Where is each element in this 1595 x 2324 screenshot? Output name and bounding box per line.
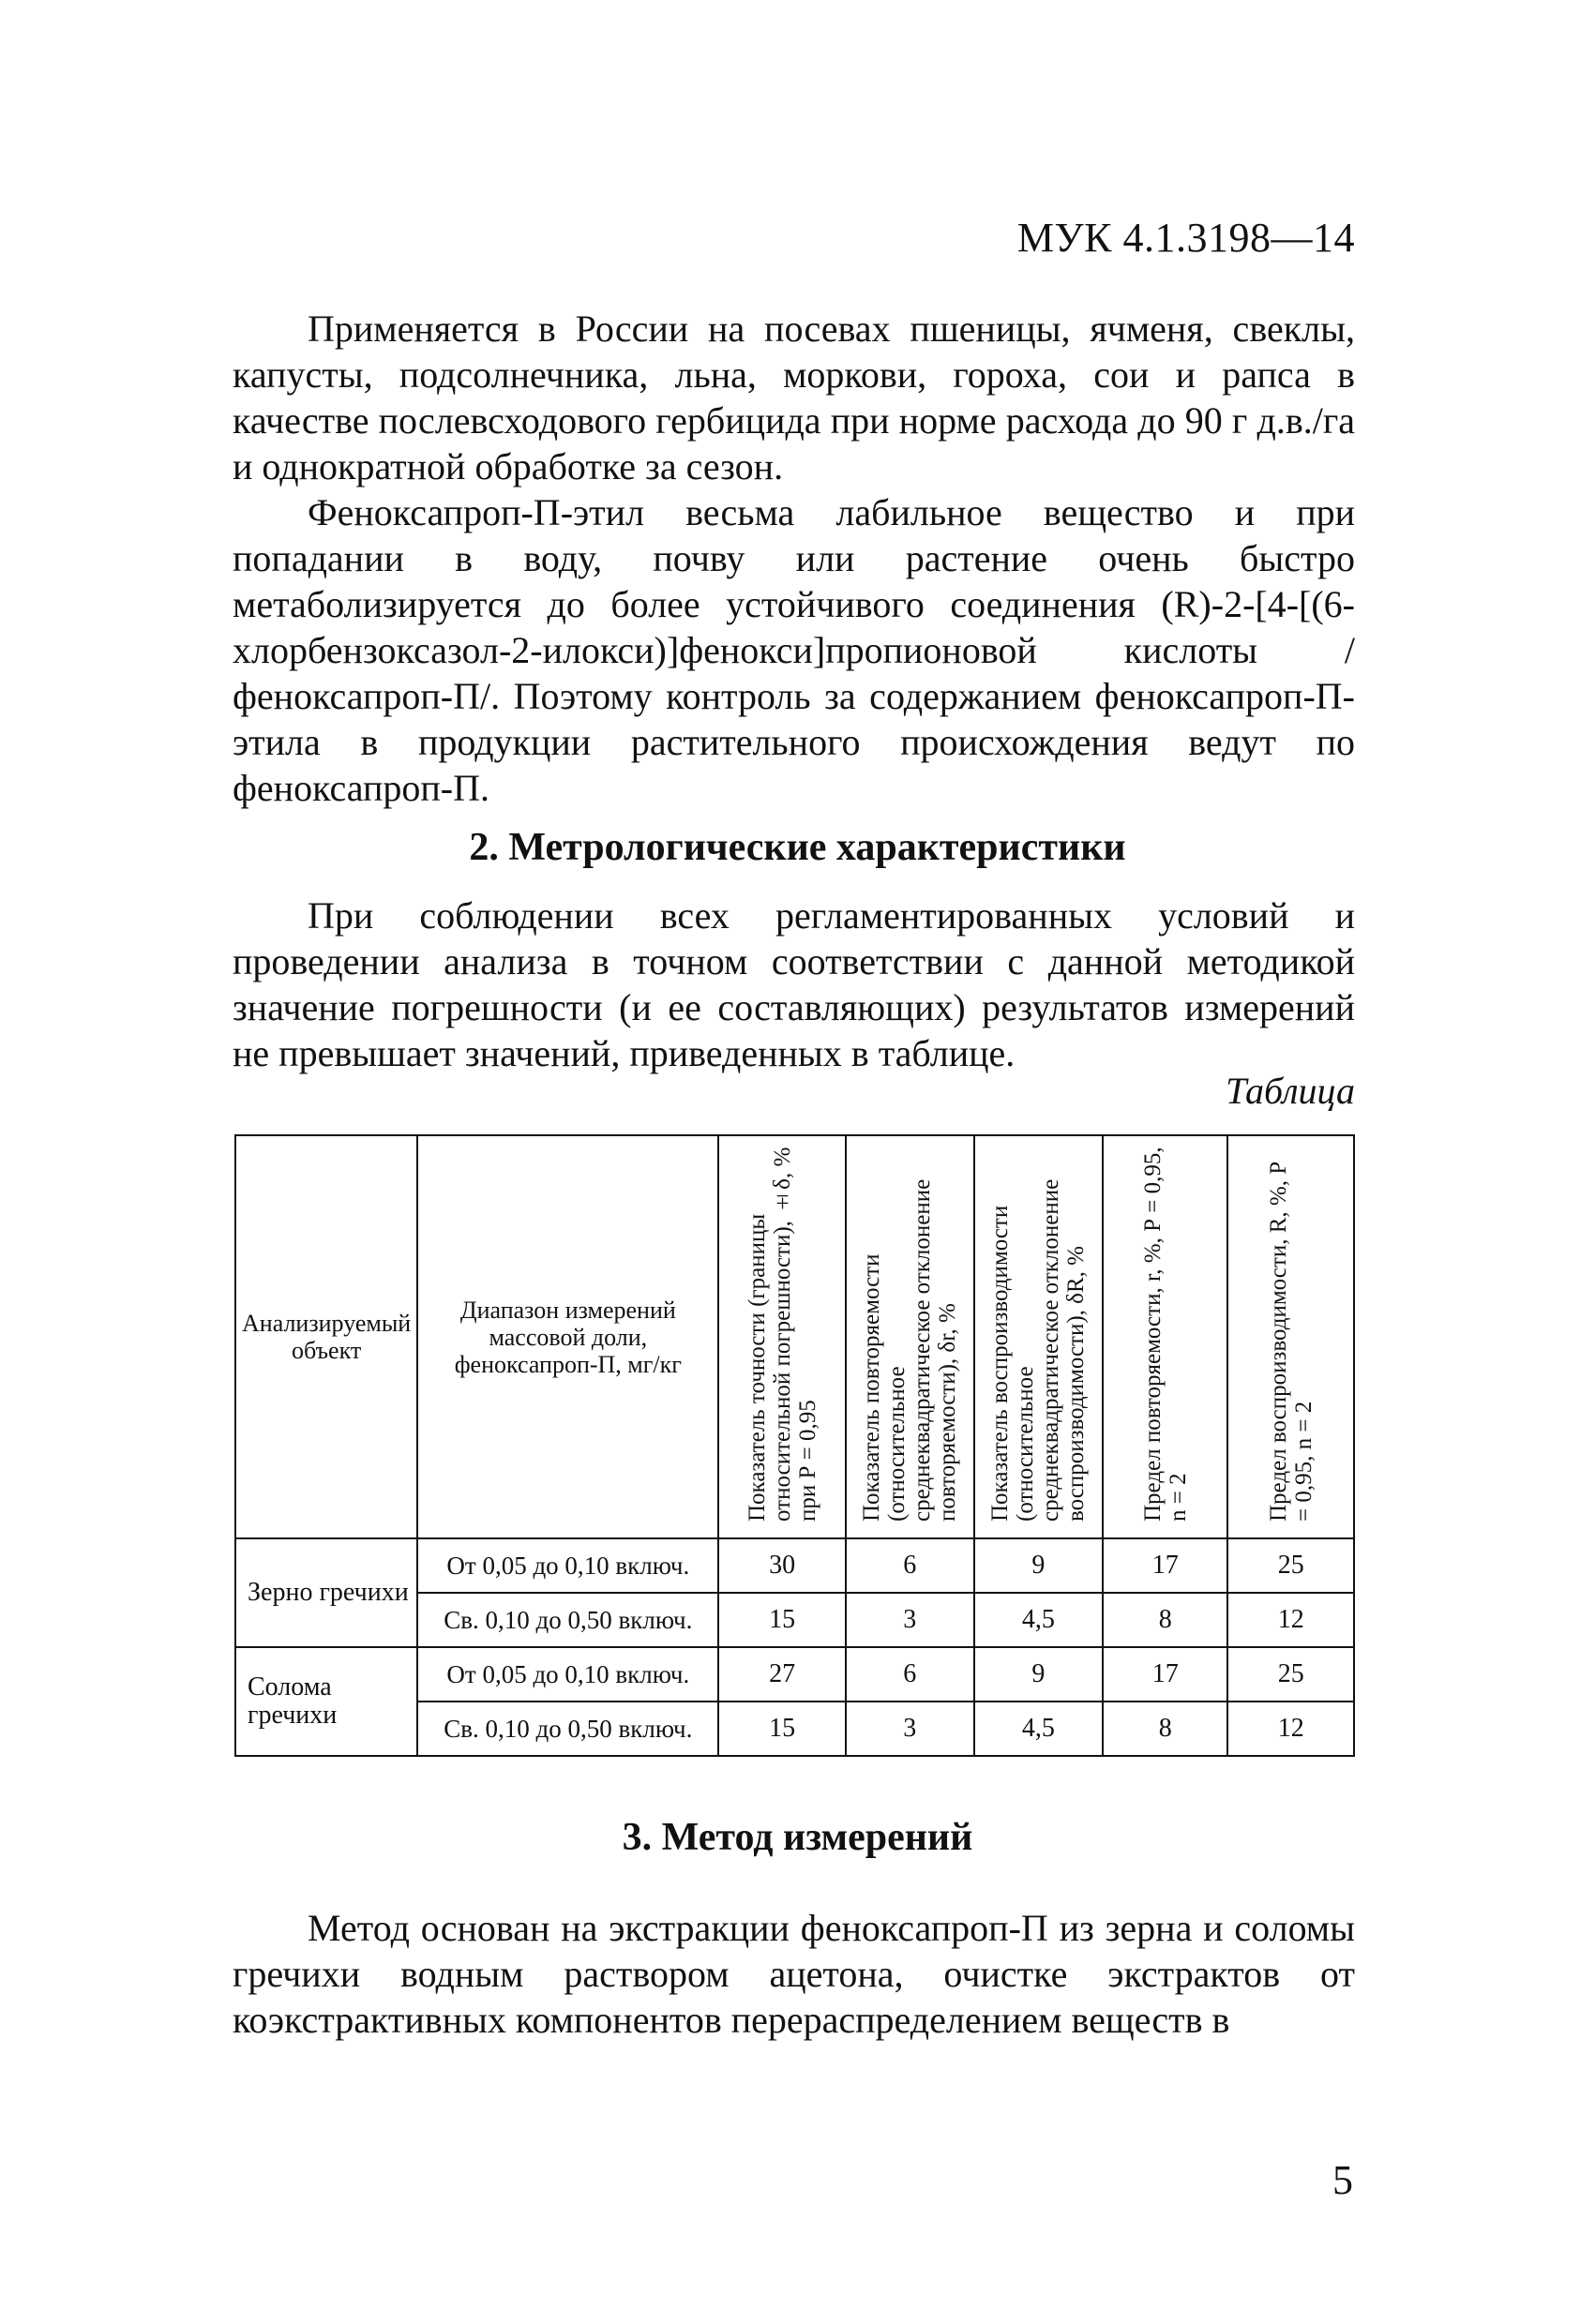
header-repeatability-limit: Предел повторяемости, r, %, Р = 0,95, n = 2 [1103,1135,1228,1538]
value-cell: 3 [846,1702,974,1756]
value-cell: 9 [974,1538,1103,1593]
section-3-heading: 3. Метод измерений [622,1816,973,1859]
value-cell: 25 [1227,1538,1354,1593]
value-cell: 30 [718,1538,845,1593]
section-3-paragraph: Метод основан на экстракции феноксапроп-П из зерна и соломы гречихи водным раствором ацетона, очистке экстрактов от коэкстрактивных компонентов перераспределением веществ в [233,1907,1355,2041]
range-cell: Св. 0,10 до 0,50 включ. [417,1702,718,1756]
header-reproducibility-limit: Предел воспроизводимости, R, %, Р = 0,95, n = 2 [1227,1135,1354,1538]
document-code: МУК 4.1.3198—14 [1016,215,1355,261]
value-cell: 4,5 [974,1593,1103,1647]
value-cell: 25 [1227,1647,1354,1702]
value-cell: 12 [1227,1593,1354,1647]
table-row [235,1538,1354,1593]
value-cell: 15 [718,1593,845,1647]
value-cell: 17 [1103,1538,1228,1593]
range-cell: Св. 0,10 до 0,50 включ. [417,1593,718,1647]
object-cell: Солома гречихи [235,1647,417,1756]
value-cell: 6 [846,1647,974,1702]
header-range: Диапазон измерений массовой доли, феноксапроп-П, мг/кг [417,1135,718,1538]
section-2-paragraph: При соблюдении всех регламентированных условий и проведении анализа в точном соответствии с данной методикой значение погрешности (и ее составляющих) результатов измерений не превышает значений, приведенных в таблице. [233,894,1355,1074]
table-caption: Таблица [1226,1070,1355,1112]
value-cell: 17 [1103,1647,1228,1702]
section-2-heading: 2. Метрологические характеристики [469,826,1126,869]
value-cell: 6 [846,1538,974,1593]
value-cell: 3 [846,1593,974,1647]
page-number: 5 [1332,2157,1353,2203]
value-cell: 8 [1103,1702,1228,1756]
intro-paragraph-2: Феноксапроп-П-этил весьма лабильное вещество и при попадании в воду, почву или растение очень быстро метаболизируется до более устойчивого соединения (R)-2-[4-[(6-хлорбензоксазол-2-илокси)]фенокси]пропионовой кислоты /феноксапроп-П/. Поэтому контроль за содержанием феноксапроп-П-этила в продукции растительного происхождения ведут по феноксапроп-П. [233,491,1355,809]
header-accuracy: Показатель точности (границы относительной погрешности), ±δ, % при Р = 0,95 [718,1135,845,1538]
object-cell: Зерно гречихи [235,1538,417,1647]
table-header-row [235,1135,1354,1538]
range-cell: От 0,05 до 0,10 включ. [417,1538,718,1593]
metrology-table [234,1134,1355,1757]
intro-paragraph-1: Применяется в России на посевах пшеницы, ячменя, свеклы, капусты, подсолнечника, льна, моркови, гороха, сои и рапса в качестве послевсходового гербицида при норме расхода до 90 г д.в./га и однократной обработке за сезон. [233,307,1355,487]
range-cell: От 0,05 до 0,10 включ. [417,1647,718,1702]
value-cell: 12 [1227,1702,1354,1756]
header-object: Анализируемый объект [235,1135,417,1538]
value-cell: 4,5 [974,1702,1103,1756]
value-cell: 8 [1103,1593,1228,1647]
header-reproducibility: Показатель воспроизводимости (относительное среднеквадратическое отклонение воспроизводимости), δR, % [974,1135,1103,1538]
value-cell: 15 [718,1702,845,1756]
value-cell: 9 [974,1647,1103,1702]
header-repeatability: Показатель повторяемости (относительное среднеквадратическое отклонение повторяемости), δr, % [846,1135,974,1538]
value-cell: 27 [718,1647,845,1702]
table-row [235,1647,1354,1702]
